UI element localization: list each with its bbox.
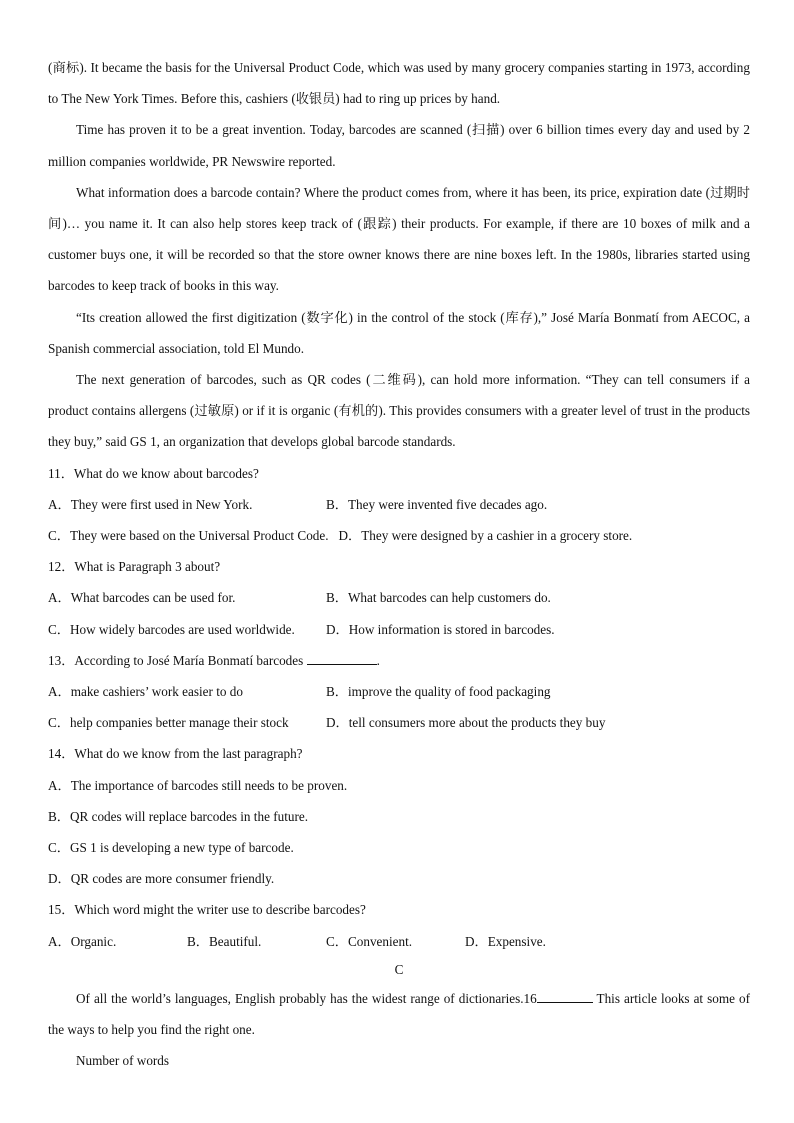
- question-15-option-c[interactable]: C．Convenient.: [326, 933, 413, 949]
- section-c-intro: [48, 983, 750, 1045]
- question-15-option-b[interactable]: B．Beautiful.: [187, 933, 262, 949]
- passage-paragraph-2: Time has proven it to be a great invention. Today, barcodes are scanned (扫描) over 6 billion times every day and used by 2 million companies worldwide, PR Newswire reported.: [48, 122, 750, 169]
- question-11-stem: 11．What do we know about barcodes?: [48, 465, 259, 481]
- question-14-stem: 14．What do we know from the last paragraph?: [48, 746, 303, 762]
- question-13-option-d[interactable]: D．tell consumers more about the products they buy: [326, 715, 606, 731]
- question-12-option-b[interactable]: B．What barcodes can help customers do.: [326, 590, 551, 606]
- question-13-line: 13．According to José María Bonmatí barcodes .: [48, 645, 750, 676]
- question-13-options-row-1: [48, 676, 750, 707]
- answer-blank: [307, 650, 377, 665]
- answer-blank-16: [537, 988, 593, 1003]
- question-14-option-c[interactable]: C．GS 1 is developing a new type of barcode.: [48, 839, 294, 855]
- question-11-option-b[interactable]: B．They were invented five decades ago.: [326, 496, 548, 512]
- question-13-stem: 13．According to José María Bonmatí barcodes: [48, 652, 304, 668]
- section-c-intro-end: This article looks at some of the ways to help you find the right one.: [48, 990, 750, 1037]
- section-c-heading: C: [394, 961, 404, 977]
- question-12-option-d[interactable]: D．How information is stored in barcodes.: [326, 621, 555, 637]
- passage-paragraph-5: The next generation of barcodes, such as QR codes (二维码), can hold more information. “They can tell consumers if a product contains allergens (过敏原) or if it is organic (有机的). This provides consumers with a greater level of trust in the products they buy,” said GS 1, an organization that develops global barcode standards.: [48, 372, 750, 450]
- question-12-option-a[interactable]: A．What barcodes can be used for.: [48, 590, 236, 606]
- question-15-option-d[interactable]: D．Expensive.: [465, 933, 546, 949]
- question-11-option-a[interactable]: A．They were first used in New York.: [48, 496, 253, 512]
- question-11-option-d[interactable]: D．They were designed by a cashier in a grocery store.: [338, 528, 633, 544]
- question-11-options-row-2: [48, 520, 750, 551]
- question-14-option-b[interactable]: B．QR codes will replace barcodes in the future.: [48, 808, 309, 824]
- question-12-options-row-1: [48, 582, 750, 613]
- question-13-options-row-2: [48, 707, 750, 738]
- question-14-option-d[interactable]: D．QR codes are more consumer friendly.: [48, 871, 275, 887]
- question-12-option-c[interactable]: C．How widely barcodes are used worldwide.: [48, 621, 295, 637]
- passage-paragraph-3: What information does a barcode contain? Where the product comes from, where it has been, its price, expiration date (过期时间)… you name it. It can also help stores keep track of (跟踪) their products. For example, if there are 10 boxes of milk and a customer buys one, it will be recorded so that the store owner knows there are nine boxes left. In the 1980s, libraries started using barcodes to keep track of books in this way.: [48, 184, 750, 294]
- document-page: [48, 52, 750, 1076]
- question-15-stem: 15．Which word might the writer use to describe barcodes?: [48, 902, 366, 918]
- question-15-option-a[interactable]: A．Organic.: [48, 933, 117, 949]
- question-13-option-c[interactable]: C．help companies better manage their stock: [48, 715, 289, 731]
- question-14-option-a[interactable]: A．The importance of barcodes still needs to be proven.: [48, 777, 348, 793]
- question-12-options-row-2: [48, 614, 750, 645]
- question-13-option-b[interactable]: B．improve the quality of food packaging: [326, 684, 551, 699]
- question-15-options-row: [48, 926, 750, 957]
- question-11-options-row-1: [48, 489, 750, 520]
- question-13-option-a[interactable]: A．make cashiers’ work easier to do: [48, 684, 243, 699]
- passage-paragraph-4: “Its creation allowed the first digitization (数字化) in the control of the stock (库存),” José María Bonmatí from AECOC, a Spanish commercial association, told El Mundo.: [48, 309, 750, 356]
- question-11-option-c[interactable]: C．They were based on the Universal Product Code.: [48, 528, 329, 544]
- section-c-subheading: Number of words: [76, 1053, 170, 1069]
- passage-paragraph-1: (商标). It became the basis for the Universal Product Code, which was used by many grocery companies starting in 1973, according to The New York Times. Before this, cashiers (收银员) had to ring up prices by hand.: [48, 60, 750, 107]
- section-c-intro-start: Of all the world’s languages, English probably has the widest range of dictionaries.16: [76, 990, 537, 1006]
- question-12-stem: 12．What is Paragraph 3 about?: [48, 559, 221, 575]
